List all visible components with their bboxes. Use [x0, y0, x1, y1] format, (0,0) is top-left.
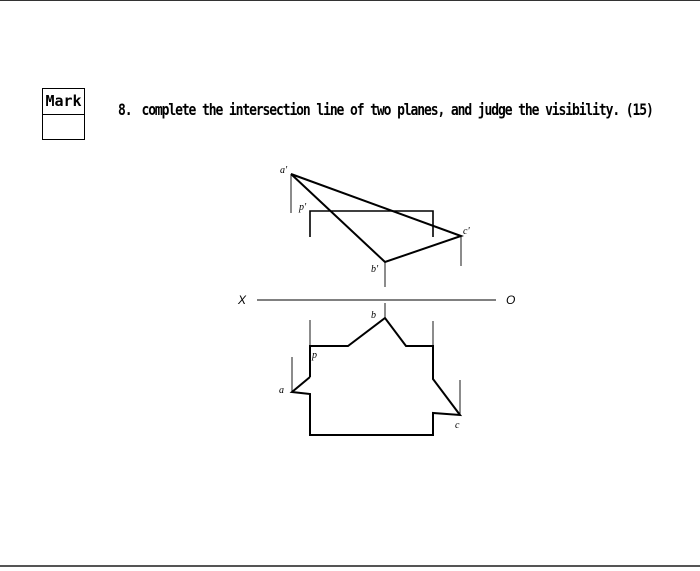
front-triangle-abc: [291, 174, 461, 262]
label-front-c: c': [463, 226, 470, 237]
label-front-b: b': [371, 264, 379, 275]
axis-label-x: X: [238, 293, 247, 307]
label-front-p: p': [299, 202, 307, 213]
question-number: 8.: [118, 101, 132, 120]
label-top-b: b: [371, 310, 376, 321]
axis-label-o: O: [506, 293, 516, 307]
top-view-outline: [292, 318, 460, 435]
label-top-p: p: [312, 350, 317, 361]
label-top-c: c: [455, 420, 460, 431]
question-text: complete the intersection line of two planes, and judge the visibility. (15): [141, 101, 653, 120]
mark-label: Mark: [43, 89, 84, 115]
bottom-border: [0, 565, 700, 567]
label-top-a: a: [279, 385, 284, 396]
front-plane-p-edge: [310, 211, 433, 237]
label-front-a: a': [280, 165, 288, 176]
